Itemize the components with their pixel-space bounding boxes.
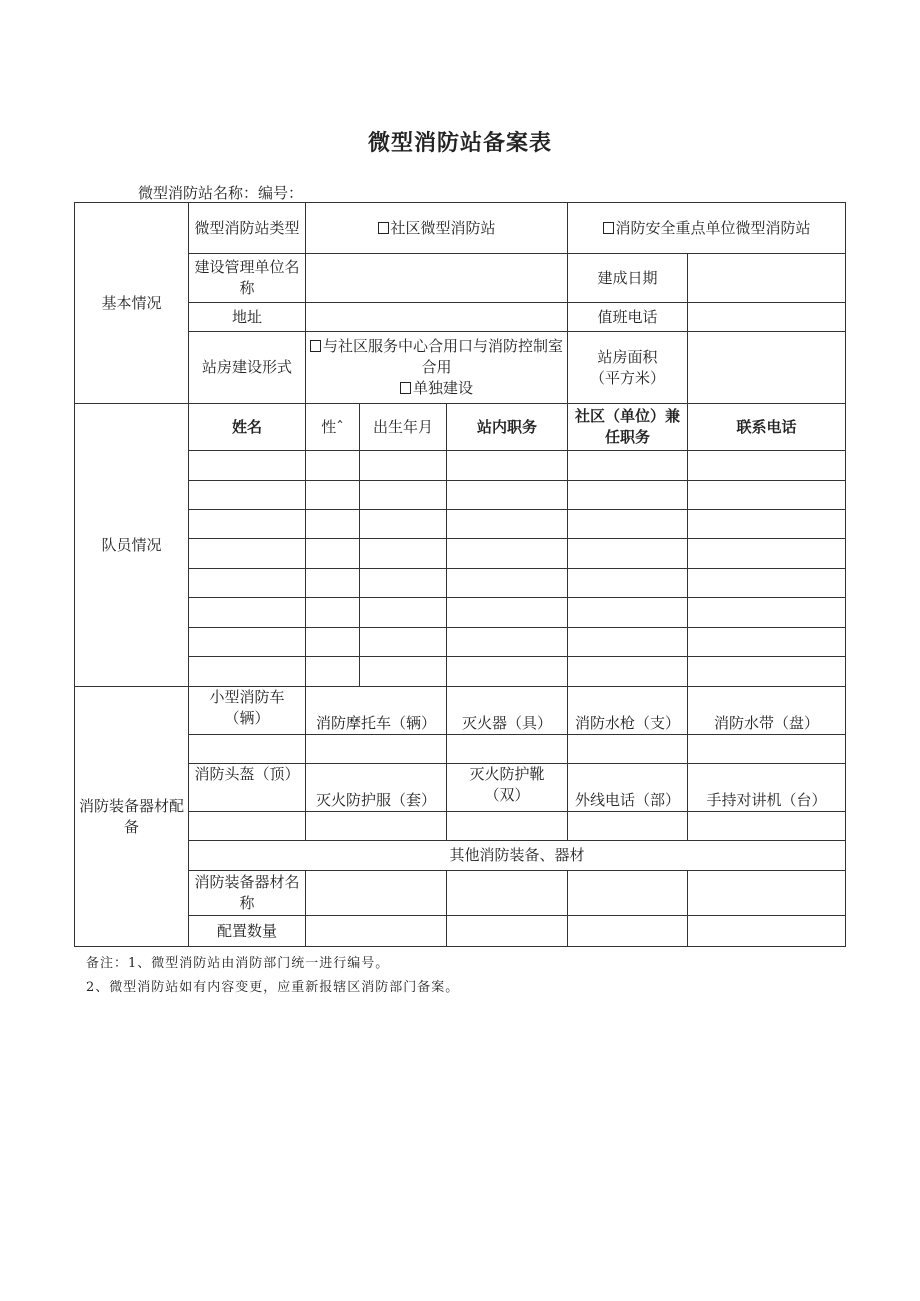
equip-name-cell[interactable] (447, 871, 568, 916)
staff-cell[interactable] (568, 481, 688, 510)
staff-cell[interactable] (447, 510, 568, 539)
staff-cell[interactable] (568, 628, 688, 657)
staff-cell[interactable] (189, 481, 306, 510)
staff-cell[interactable] (306, 569, 360, 598)
note-line-1: 备注：1、微型消防站由消防部门统一进行编号。 (86, 956, 390, 971)
staff-cell[interactable] (360, 451, 447, 481)
station-type-community-option[interactable] (306, 203, 568, 254)
staff-cell[interactable] (447, 451, 568, 481)
staff-cell[interactable] (189, 539, 306, 569)
equip-qty-cell[interactable] (306, 916, 447, 947)
checkbox-icon[interactable] (378, 222, 389, 234)
building-form-options[interactable] (306, 332, 568, 404)
table-row (75, 812, 846, 841)
staff-cell[interactable] (688, 628, 846, 657)
address-field[interactable] (306, 303, 568, 332)
staff-cell[interactable] (189, 569, 306, 598)
col-station-duty-header: 站内职务 (447, 404, 568, 451)
station-name-number-line: 微型消防站名称：编号： (138, 184, 304, 202)
staff-cell[interactable] (688, 510, 846, 539)
table-row (75, 628, 846, 657)
option-label: 社区微型消防站 (390, 218, 496, 237)
form-title: 微型消防站备案表 (367, 131, 552, 156)
staff-cell[interactable] (447, 481, 568, 510)
building-form-standalone-option[interactable] (310, 378, 563, 399)
equip-label-protective-boots: 灭火防护靴（双） (447, 764, 568, 812)
table-row (75, 735, 846, 764)
staff-cell[interactable] (306, 657, 360, 687)
note-line-2: 2、微型消防站如有内容变更，应重新报辖区消防部门备案。 (86, 980, 460, 995)
equip-label-walkie-talkie: 手持对讲机（台） (688, 764, 846, 812)
staff-cell[interactable] (447, 539, 568, 569)
equip-qty-cell[interactable] (189, 735, 306, 764)
area-unit-text: （平方米） (590, 368, 666, 387)
staff-cell[interactable] (568, 539, 688, 569)
table-row (75, 539, 846, 569)
staff-cell[interactable] (568, 598, 688, 628)
equip-qty-cell[interactable] (447, 735, 568, 764)
option-label: 单独建设 (413, 379, 474, 397)
staff-cell[interactable] (360, 598, 447, 628)
table-row (75, 481, 846, 510)
staff-cell[interactable] (306, 598, 360, 628)
col-community-duty-header: 社区（单位）兼任职务 (568, 404, 688, 451)
staff-cell[interactable] (360, 539, 447, 569)
station-type-label: 微型消防站类型 (189, 203, 306, 254)
checkbox-icon[interactable] (400, 382, 411, 394)
mgmt-unit-field[interactable] (306, 254, 568, 303)
col-birth-header: 出生年月 (360, 404, 447, 451)
staff-cell[interactable] (688, 598, 846, 628)
duty-phone-field[interactable] (688, 303, 846, 332)
option-label: 与社区服务中心合用口与消防控制室合用 (323, 337, 564, 376)
build-date-label: 建成日期 (568, 254, 688, 303)
equip-name-cell[interactable] (568, 871, 688, 916)
equip-name-cell[interactable] (688, 871, 846, 916)
staff-cell[interactable] (189, 451, 306, 481)
equip-label-phone: 外线电话（部） (568, 764, 688, 812)
other-equipment-heading: 其他消防装备、器材 (189, 841, 846, 871)
equip-label-extinguisher: 灭火器（具） (447, 687, 568, 735)
equip-qty-cell[interactable] (688, 916, 846, 947)
table-row (75, 569, 846, 598)
equip-qty-cell[interactable] (306, 735, 447, 764)
equip-qty-cell[interactable] (306, 812, 447, 841)
staff-cell[interactable] (360, 481, 447, 510)
staff-cell[interactable] (688, 657, 846, 687)
staff-cell[interactable] (189, 628, 306, 657)
table-row (75, 451, 846, 481)
staff-cell[interactable] (360, 510, 447, 539)
table-row (75, 598, 846, 628)
address-label: 地址 (189, 303, 306, 332)
equip-label-nozzle: 消防水枪（支） (568, 687, 688, 735)
equip-name-cell[interactable] (306, 871, 447, 916)
equip-label-fire-truck: 小型消防车（辆） (189, 687, 306, 735)
area-label-text: 站房面积 (597, 347, 658, 366)
staff-cell[interactable] (568, 657, 688, 687)
staff-cell[interactable] (688, 569, 846, 598)
equip-qty-cell[interactable] (568, 916, 688, 947)
staff-cell[interactable] (447, 657, 568, 687)
staff-cell[interactable] (189, 657, 306, 687)
staff-cell[interactable] (360, 569, 447, 598)
col-gender-header: 性ˆ (306, 404, 360, 451)
staff-cell[interactable] (306, 628, 360, 657)
staff-cell[interactable] (189, 598, 306, 628)
staff-cell[interactable] (568, 451, 688, 481)
equip-label-protective-suit: 灭火防护服（套） (306, 764, 447, 812)
staff-cell[interactable] (688, 451, 846, 481)
staff-cell[interactable] (447, 598, 568, 628)
staff-cell[interactable] (360, 657, 447, 687)
section-basic-info: 基本情况 (75, 203, 189, 404)
equip-qty-cell[interactable] (568, 812, 688, 841)
equip-qty-cell[interactable] (189, 812, 306, 841)
equip-label-motorcycle: 消防摩托车（辆） (306, 687, 447, 735)
staff-cell[interactable] (189, 510, 306, 539)
equip-qty-cell[interactable] (568, 735, 688, 764)
equip-qty-cell[interactable] (447, 812, 568, 841)
equip-name-label: 消防装备器材名称 (189, 871, 306, 916)
option-label: 消防安全重点单位微型消防站 (615, 218, 811, 237)
equip-qty-cell[interactable] (688, 812, 846, 841)
building-form-label: 站房建设形式 (189, 332, 306, 404)
equip-qty-label: 配置数量 (189, 916, 306, 947)
equip-qty-cell[interactable] (447, 916, 568, 947)
staff-cell[interactable] (568, 569, 688, 598)
mgmt-unit-label: 建设管理单位名称 (189, 254, 306, 303)
registration-form-table (74, 202, 846, 947)
table-row (75, 510, 846, 539)
station-area-label (568, 332, 688, 404)
staff-cell[interactable] (306, 539, 360, 569)
staff-cell[interactable] (688, 539, 846, 569)
building-form-shared-option[interactable] (310, 336, 563, 378)
col-phone-header: 联系电话 (688, 404, 846, 451)
station-type-key-unit-option[interactable] (568, 203, 846, 254)
equip-qty-cell[interactable] (688, 735, 846, 764)
duty-phone-label: 值班电话 (568, 303, 688, 332)
equip-label-helmet: 消防头盔（顶） (189, 764, 306, 812)
section-equipment: 消防装备器材配备 (75, 687, 189, 947)
table-row (75, 657, 846, 687)
equip-label-hose: 消防水带（盘） (688, 687, 846, 735)
staff-cell[interactable] (306, 481, 360, 510)
staff-cell[interactable] (688, 481, 846, 510)
checkbox-icon[interactable] (603, 222, 614, 234)
station-area-field[interactable] (688, 332, 846, 404)
staff-cell[interactable] (447, 628, 568, 657)
staff-cell[interactable] (360, 628, 447, 657)
staff-cell[interactable] (568, 510, 688, 539)
col-name-header: 姓名 (189, 404, 306, 451)
checkbox-icon[interactable] (310, 340, 321, 352)
staff-cell[interactable] (306, 510, 360, 539)
build-date-field[interactable] (688, 254, 846, 303)
staff-cell[interactable] (306, 451, 360, 481)
section-staff: 队员情况 (75, 404, 189, 687)
staff-cell[interactable] (447, 569, 568, 598)
